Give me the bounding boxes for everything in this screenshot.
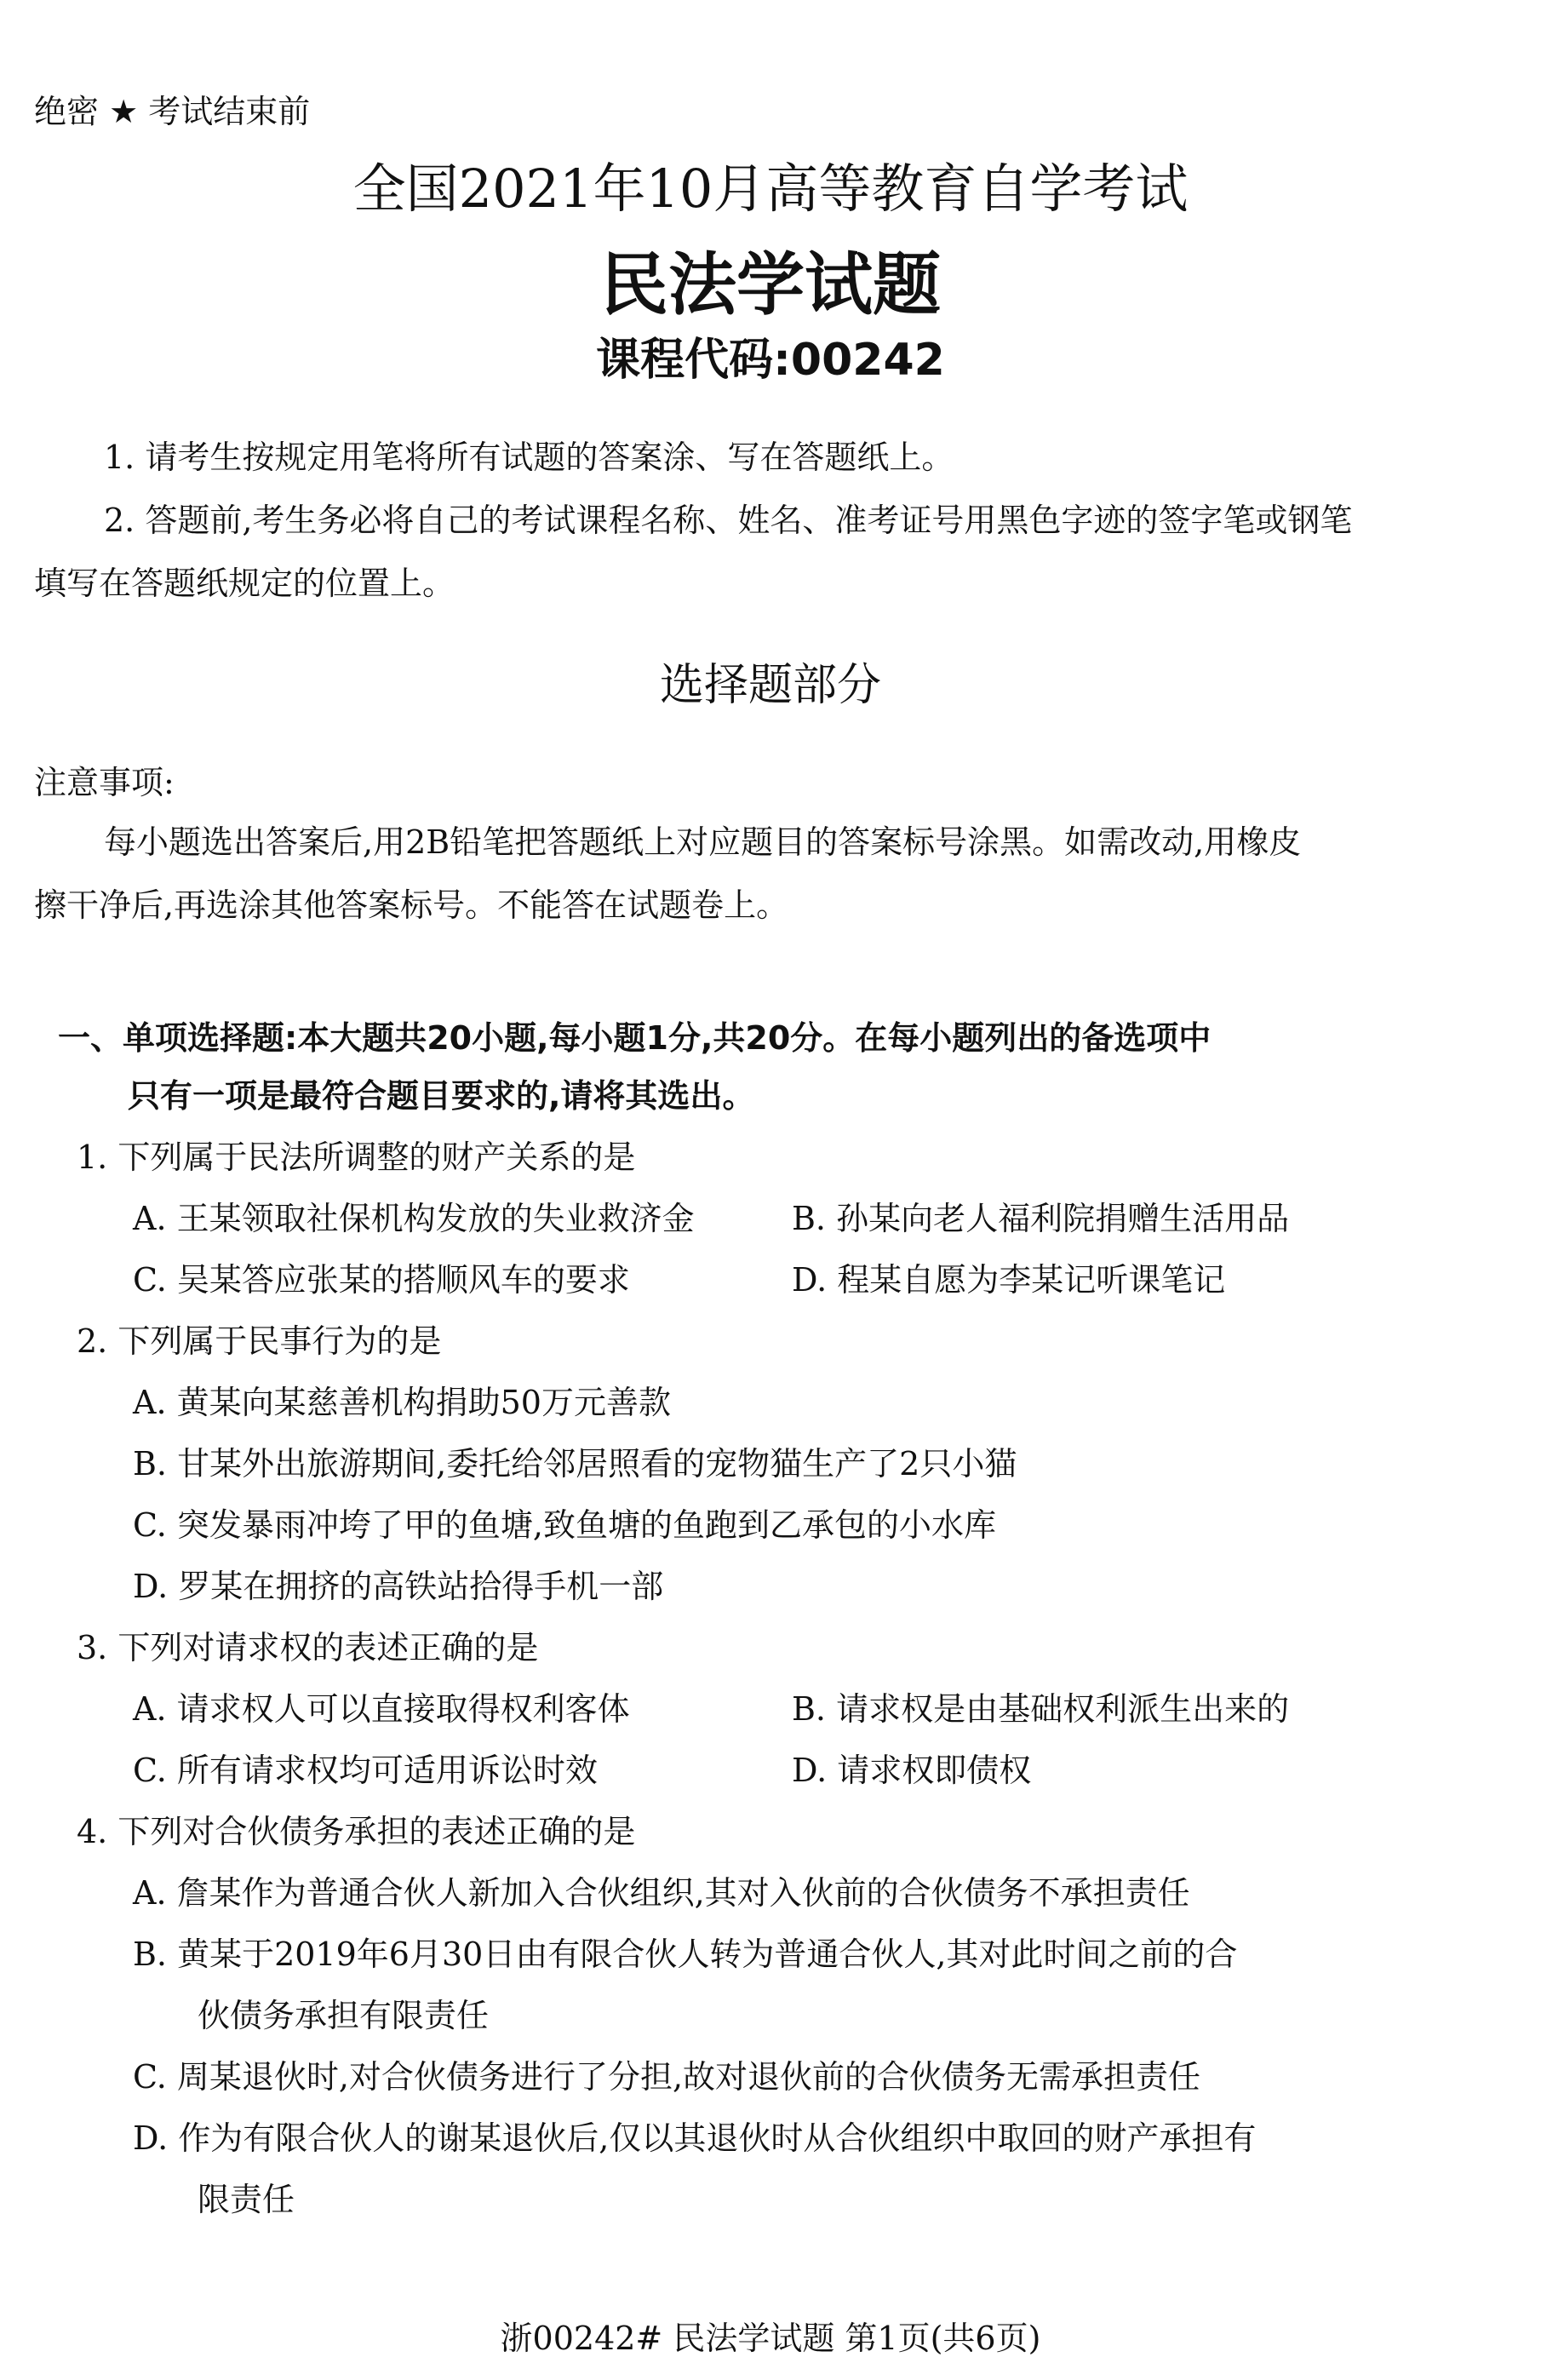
question-2-option-a: A. 黄某向某慈善机构捐助50万元善款: [133, 1384, 671, 1421]
exam-title: 全国2021年10月高等教育自学考试: [352, 158, 1189, 220]
question-1-option-a: A. 王某领取社保机构发放的失业救济金: [133, 1200, 695, 1237]
question-4-option-d: D. 作为有限合伙人的谢某退伙后,仅以其退伙时从合伙组织中取回的财产承担有: [133, 2119, 1257, 2157]
notice-line-1: 每小题选出答案后,用2B铅笔把答题纸上对应题目的答案标号涂黑。如需改动,用橡皮: [104, 823, 1302, 861]
question-4-stem: 4. 下列对合伙债务承担的表述正确的是: [77, 1813, 636, 1850]
question-2-stem: 2. 下列属于民事行为的是: [77, 1322, 442, 1360]
question-3-stem: 3. 下列对请求权的表述正确的是: [77, 1629, 539, 1666]
section1-heading-line2: 只有一项是最符合题目要求的,请将其选出。: [128, 1077, 755, 1115]
question-3-option-d: D. 请求权即债权: [792, 1752, 1032, 1789]
secret-label: 绝密 ★ 考试结束前: [34, 93, 311, 130]
question-1-option-b: B. 孙某向老人福利院捐赠生活用品: [792, 1200, 1290, 1237]
question-4-option-b: B. 黄某于2019年6月30日由有限合伙人转为普通合伙人,其对此时间之前的合: [133, 1936, 1238, 1973]
instruction-2-cont: 填写在答题纸规定的位置上。: [34, 565, 455, 602]
question-1-option-d: D. 程某自愿为李某记听课笔记: [792, 1261, 1226, 1299]
question-2-option-c: C. 突发暴雨冲垮了甲的鱼塘,致鱼塘的鱼跑到乙承包的小水库: [133, 1506, 996, 1544]
subject-title: 民法学试题: [600, 245, 941, 324]
question-4-option-a: A. 詹某作为普通合伙人新加入合伙组织,其对入伙前的合伙债务不承担责任: [133, 1874, 1190, 1912]
instruction-1: 1. 请考生按规定用笔将所有试题的答案涂、写在答题纸上。: [104, 439, 954, 476]
section-title-choice: 选择题部分: [659, 660, 881, 711]
question-4-option-b-cont: 伙债务承担有限责任: [198, 1997, 490, 2034]
question-3-option-b: B. 请求权是由基础权利派生出来的: [792, 1690, 1290, 1728]
question-2-option-b: B. 甘某外出旅游期间,委托给邻居照看的宠物猫生产了2只小猫: [133, 1445, 1017, 1482]
section1-heading-line1: 一、单项选择题:本大题共20小题,每小题1分,共20分。在每小题列出的备选项中: [58, 1019, 1212, 1057]
question-3-option-a: A. 请求权人可以直接取得权利客体: [133, 1690, 630, 1728]
question-4-option-d-cont: 限责任: [198, 2181, 295, 2218]
question-3-option-c: C. 所有请求权均可适用诉讼时效: [133, 1752, 598, 1789]
question-1-stem: 1. 下列属于民法所调整的财产关系的是: [77, 1138, 636, 1176]
notice-label: 注意事项:: [34, 764, 175, 801]
page-footer: 浙00242# 民法学试题 第1页(共6页): [500, 2320, 1041, 2357]
question-1-option-c: C. 吴某答应张某的搭顺风车的要求: [133, 1261, 630, 1299]
question-4-option-c: C. 周某退伙时,对合伙债务进行了分担,故对退伙前的合伙债务无需承担责任: [133, 2058, 1201, 2096]
notice-line-2: 擦干净后,再选涂其他答案标号。不能答在试题卷上。: [34, 886, 789, 924]
instruction-2: 2. 答题前,考生务必将自己的考试课程名称、姓名、准考证号用黑色字迹的签字笔或钢笔: [104, 502, 1353, 539]
course-code: 课程代码:00242: [596, 335, 945, 386]
question-2-option-d: D. 罗某在拥挤的高铁站拾得手机一部: [133, 1568, 664, 1605]
